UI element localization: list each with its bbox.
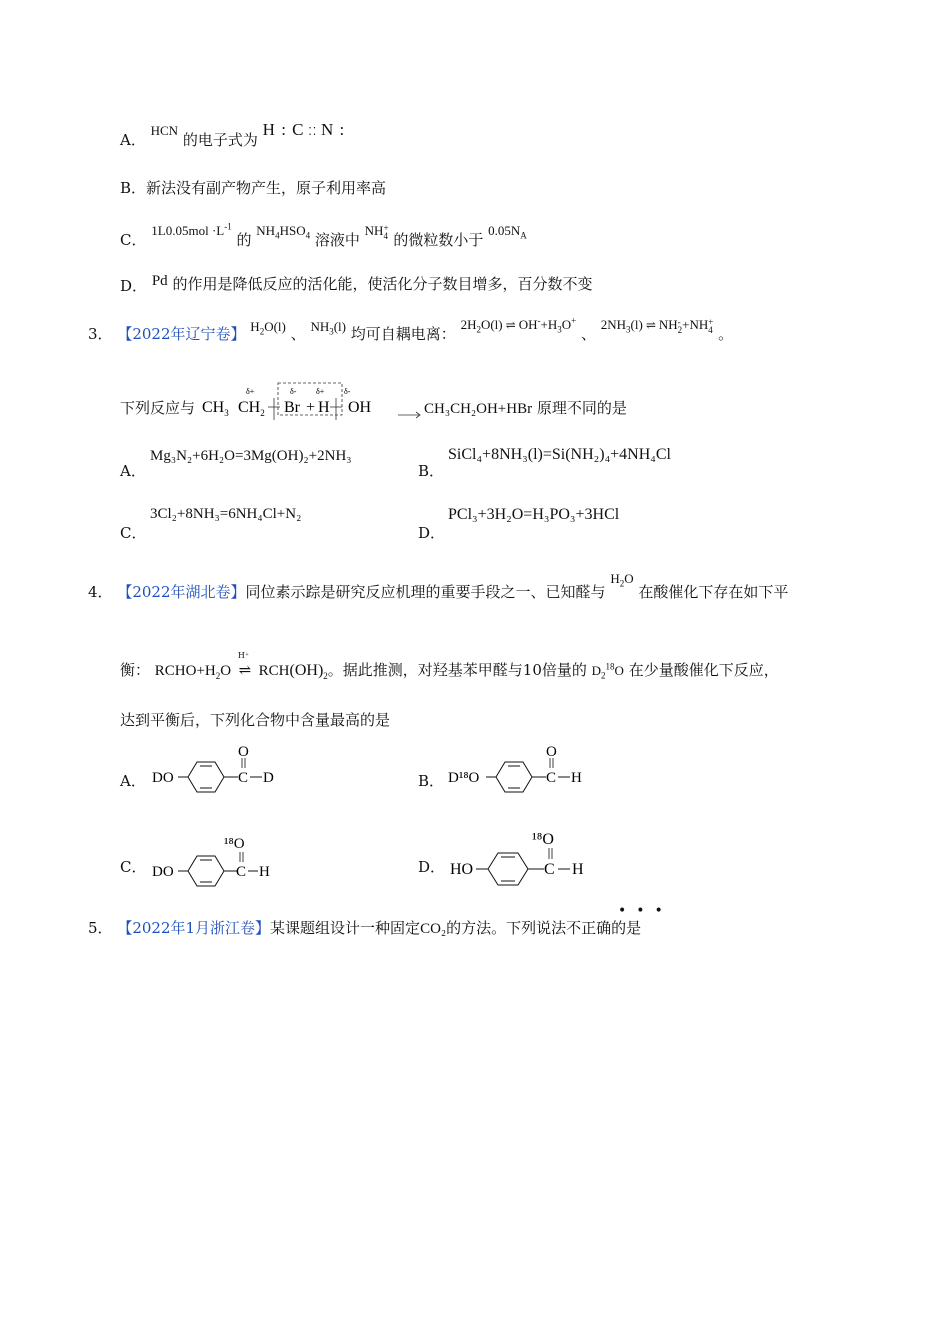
q3-option-c-eq: 3Cl₂+8NH₃=6NH₄Cl+N₂ (150, 506, 302, 522)
avogadro-value: $0.05N_A$ (488, 223, 527, 241)
emphasis-dots: ••• (618, 903, 673, 919)
lead-text: 下列反应与 (120, 399, 196, 417)
polarized-reaction-diagram (198, 380, 448, 430)
lewis-n: N (321, 120, 335, 139)
nh4-ion: NH + 4 (364, 223, 389, 242)
right-group: D (263, 770, 274, 786)
ammonia-formula: $NH_3(l)$ (310, 319, 346, 337)
source-tag: 【2022年辽宁卷】 (117, 325, 246, 343)
option-label: B． (120, 179, 147, 197)
q3-stem-line2 (120, 398, 195, 418)
option-text: 的作用是降低反应的活化能，使活化分子数目增多，百分数不变 (172, 275, 593, 293)
q4-option-a-structure (148, 740, 288, 796)
water-formula: $H_2O(l)$ (250, 319, 286, 337)
stem-text-b: 的方法。下列说法 (446, 919, 567, 937)
option-text: 的电子式为 (182, 131, 258, 149)
option-label: D． (418, 524, 446, 542)
stem-text-c: 在少量酸催化下反应， (628, 661, 779, 679)
pd-formula: Pd (151, 273, 168, 289)
option-text: 新法没有副产物产生，原子利用率高 (146, 179, 387, 197)
nh4hso4-formula: $NH_4HSO_4$ (256, 223, 311, 241)
option-label: C． (120, 231, 147, 249)
stem-text-c: 的是 (611, 919, 642, 937)
q4-stem-line2 (120, 651, 779, 681)
q3-option-d (418, 508, 446, 542)
right-group: H (571, 770, 582, 786)
source-tag: 【2022年1月浙江卷】 (117, 919, 271, 937)
q3-option-d-eq: PCl₃+3H₂O=H₃PO₃+3HCl (448, 506, 620, 523)
question-number: 3． (88, 325, 113, 343)
lewis-c: C (292, 120, 305, 139)
stem-text: 衡： (120, 661, 151, 679)
separator: 、 (290, 325, 306, 343)
water-formula: $H_2O$ (610, 571, 634, 589)
q4-stem-line3: 达到平衡后，下列化合物中含量最高的是 (120, 711, 391, 729)
co2-formula: CO₂ (420, 921, 447, 937)
product-formula: CH₃CH₂OH+HBr (424, 401, 533, 417)
q5-stem (88, 918, 641, 939)
separator: 、 (580, 325, 596, 343)
lewis-h: H (262, 120, 276, 139)
de-text: 的 (236, 231, 252, 249)
q4-option-b-label: B． (418, 772, 445, 790)
q2-option-a (120, 120, 346, 149)
q4-option-d-label: D． (418, 858, 446, 876)
carbonyl-carbon: C (238, 770, 249, 786)
right-group: H (259, 864, 270, 880)
q4-stem-line1 (88, 571, 789, 603)
lewis-structure (263, 120, 346, 139)
carbonyl-carbon: C (546, 770, 557, 786)
ch3-group: $CH_3$ (202, 399, 229, 418)
q4-option-d-structure (446, 826, 606, 886)
q2-option-d (120, 274, 592, 295)
particle-text: 的微粒数小于 (393, 231, 484, 249)
q2-option-c (120, 221, 527, 249)
q4-option-c-structure (148, 830, 288, 890)
left-group: HO (450, 861, 474, 878)
option-label: A． (120, 131, 146, 149)
carbonyl-oxygen: ¹⁸O (532, 831, 554, 848)
carbonyl-carbon: C (236, 864, 247, 880)
aldehyde-eq-left: $RCHO+H_2O$ (154, 663, 232, 681)
lewis-triple: ⁚⁚ (304, 126, 322, 138)
carbonyl-oxygen: O (238, 744, 249, 760)
tail-text: 原理不同的是 (536, 399, 627, 417)
q3-stem-line1 (88, 315, 734, 343)
right-group: H (572, 861, 584, 878)
bromine: Br (284, 399, 300, 416)
hydrogen: H (318, 399, 330, 416)
hcn-formula: HCN (150, 123, 179, 138)
q4-option-a-label: A． (120, 772, 146, 790)
question-number: 5． (88, 919, 113, 937)
catalyst-label: H⁺ (237, 651, 250, 660)
q3-stem-line2-tail (424, 398, 627, 419)
emphasis-text: 不正确 (566, 919, 612, 937)
delta-plus-1: δ+ (246, 387, 255, 396)
q3-option-b (418, 448, 445, 480)
plus-sign: + (306, 399, 316, 416)
carbonyl-oxygen: O (546, 744, 557, 760)
equilibrium-arrow-icon: ⇌ (502, 318, 519, 332)
solution-text: 溶液中 (314, 231, 360, 249)
source-tag: 【2022年湖北卷】 (117, 583, 246, 601)
stem-text: 同位素示踪是研究反应机理的重要手段之一、已知醛与 (245, 583, 606, 601)
q4-option-c-label: C． (120, 858, 147, 876)
left-group: D¹⁸O (448, 770, 480, 786)
stem-text: 。据此推测，对羟基苯甲醛与10倍量的 (327, 661, 587, 679)
question-number: 4． (88, 583, 113, 601)
water-ionization-eq: $2H_2O(l)$ ⇌ $OH^-+H_3O^+$ (460, 315, 577, 335)
left-group: DO (152, 864, 174, 880)
acid-equilibrium-arrow-icon: H⁺ ⇌ (236, 660, 254, 680)
option-label: D． (120, 277, 148, 295)
ch2-group: $CH_2$ (238, 399, 265, 418)
delta-plus-2: δ+ (316, 387, 325, 396)
period: 。 (718, 325, 734, 343)
q4-option-b-structure (446, 740, 606, 796)
self-ionization-text: 均可自耦电离： (350, 325, 456, 343)
q2-option-b (120, 178, 386, 198)
carbonyl-oxygen: ¹⁸O (224, 836, 245, 852)
heavy-water-formula: $D_2^{18}O$ (591, 661, 624, 681)
concentration: $1L0.05mol \cdot L^{-1}$ (151, 221, 232, 238)
equilibrium-arrow-icon: ⇌ (642, 318, 659, 332)
q3-option-b-eq: SiCl₄+8NH₃(l)=Si(NH₂)₄+4NH₄Cl (448, 446, 671, 463)
stem-text: 某课题组设计一种固定 (270, 919, 421, 937)
q3-option-a-eq: Mg₃N₂+6H₂O=3Mg(OH)₂+2NH₃ (150, 448, 352, 464)
delta-minus-2: δ- (344, 387, 351, 396)
option-label: B． (418, 462, 445, 480)
lewis-lone: : (334, 120, 346, 139)
option-label: A． (120, 462, 146, 480)
option-label: C． (120, 524, 147, 542)
ammonia-ionization-eq: $2NH_3(l)$ ⇌ NH - 2 +NH + 4 (600, 317, 714, 336)
stem-text-b: 在酸催化下存在如下平 (638, 583, 789, 601)
gem-diol: $RCH(OH)_2$ (258, 662, 328, 681)
left-group: DO (152, 770, 174, 786)
hydroxyl: OH (348, 399, 372, 416)
delta-minus-1: δ- (290, 387, 297, 396)
q3-option-a (120, 448, 146, 480)
carbonyl-carbon: C (544, 861, 555, 878)
lewis-dots: : (275, 120, 293, 139)
q3-option-c (120, 508, 147, 542)
benzene-ring (488, 853, 528, 885)
